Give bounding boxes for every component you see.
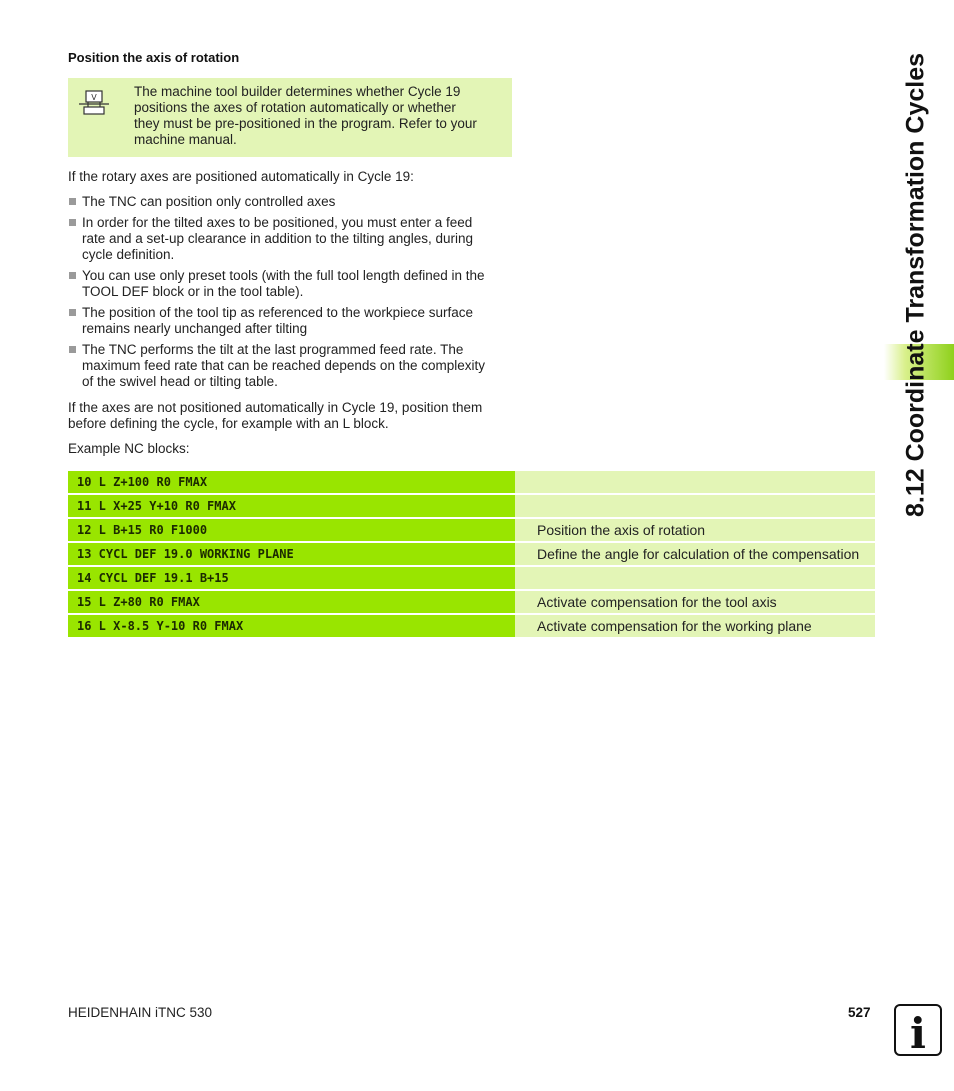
list-item	[68, 194, 516, 210]
nc-comment-cell: Activate compensation for the tool axis	[515, 591, 875, 613]
nc-block-table	[68, 471, 875, 639]
chapter-title: 8.12 Coordinate Transformation Cycles	[901, 52, 930, 518]
list-item	[68, 268, 516, 300]
nc-code-cell: 10 L Z+100 R0 FMAX	[68, 471, 515, 493]
bullet-line: cycle definition.	[82, 247, 175, 262]
note-line: they must be pre-positioned in the program. Refer to your	[134, 116, 477, 131]
nc-comment-cell: Define the angle for calculation of the compensation	[515, 543, 875, 565]
page-number: 527	[848, 1005, 871, 1020]
bullet-square-icon	[69, 219, 76, 226]
table-row	[68, 543, 875, 565]
list-item	[68, 342, 516, 390]
table-row	[68, 591, 875, 613]
bullet-line: The position of the tool tip as referenced to the workpiece surface	[82, 305, 473, 320]
machine-manual-note	[68, 78, 512, 157]
svg-text:V: V	[91, 93, 97, 102]
table-row	[68, 519, 875, 541]
bullet-square-icon	[69, 346, 76, 353]
bullet-line: You can use only preset tools (with the full tool length defined in the	[82, 268, 485, 283]
bullet-line: The TNC can position only controlled axes	[82, 194, 336, 209]
table-row	[68, 567, 875, 589]
manual-positioning-text	[68, 400, 516, 432]
bullet-line: In order for the tilted axes to be positioned, you must enter a feed	[82, 215, 473, 230]
note-line: The machine tool builder determines whether Cycle 19	[134, 84, 461, 99]
bullet-square-icon	[69, 309, 76, 316]
note-line: machine manual.	[134, 132, 237, 147]
table-row	[68, 495, 875, 517]
bullet-line: maximum feed rate that can be reached depends on the complexity	[82, 358, 485, 373]
list-item	[68, 215, 516, 263]
nc-comment-cell	[515, 495, 875, 517]
nc-code-cell: 11 L X+25 Y+10 R0 FMAX	[68, 495, 515, 517]
table-row	[68, 615, 875, 637]
intro-text: If the rotary axes are positioned automatically in Cycle 19:	[68, 169, 414, 184]
bullet-line: remains nearly unchanged after tilting	[82, 321, 308, 336]
chapter-sidebar	[876, 40, 954, 530]
list-item	[68, 305, 516, 337]
footer-product: HEIDENHAIN iTNC 530	[68, 1005, 213, 1020]
nc-code-cell: 14 CYCL DEF 19.1 B+15	[68, 567, 515, 589]
bullet-line: of the swivel head or tilting table.	[82, 374, 278, 389]
bullet-line: TOOL DEF block or in the tool table).	[82, 284, 304, 299]
text-line: before defining the cycle, for example with an L block.	[68, 416, 389, 431]
machine-manual-icon	[78, 90, 110, 116]
nc-code-cell: 12 L B+15 R0 F1000	[68, 519, 515, 541]
nc-comment-cell: Activate compensation for the working plane	[515, 615, 875, 637]
nc-comment-cell: Position the axis of rotation	[515, 519, 875, 541]
table-row	[68, 471, 875, 493]
nc-comment-cell	[515, 567, 875, 589]
nc-code-cell: 16 L X-8.5 Y-10 R0 FMAX	[68, 615, 515, 637]
section-heading: Position the axis of rotation	[68, 50, 240, 65]
nc-comment-cell	[515, 471, 875, 493]
note-text	[134, 84, 506, 148]
nc-code-cell: 15 L Z+80 R0 FMAX	[68, 591, 515, 613]
bullet-line: rate and a set-up clearance in addition to the tilting angles, during	[82, 231, 474, 246]
bullet-line: The TNC performs the tilt at the last programmed feed rate. The	[82, 342, 464, 357]
info-icon	[894, 1004, 942, 1056]
bullet-square-icon	[69, 272, 76, 279]
nc-code-cell: 13 CYCL DEF 19.0 WORKING PLANE	[68, 543, 515, 565]
note-line: positions the axes of rotation automatically or whether	[134, 100, 456, 115]
text-line: If the axes are not positioned automatically in Cycle 19, position them	[68, 400, 483, 415]
bullet-square-icon	[69, 198, 76, 205]
bullet-list	[68, 194, 516, 395]
example-label: Example NC blocks:	[68, 441, 190, 456]
info-glyph: i	[910, 1009, 926, 1054]
